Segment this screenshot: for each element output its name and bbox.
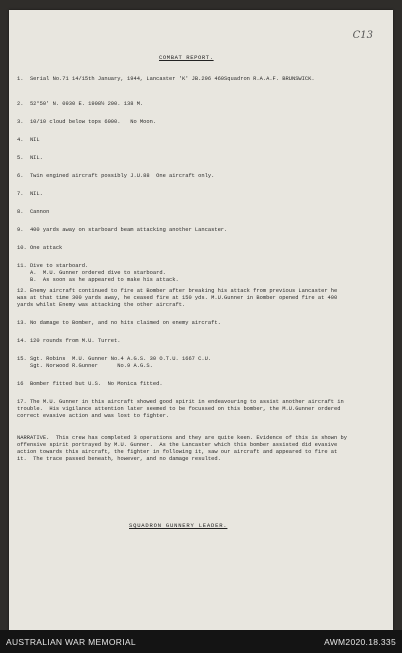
item-9: 9. 400 yards away on starboard beam attacking another Lancaster. <box>17 227 228 233</box>
item-15: 15. Sgt. Robins M.U. Gunner No.4 A.G.S. 30 O.T.U. 1667 C.U. Sgt. Norwood R.Gunner No.9 A.G.S. <box>17 356 212 369</box>
accession-number: AWM2020.18.335 <box>324 637 396 647</box>
item-6: 6. Twin engined aircraft possibly J.U.88 One aircraft only. <box>17 173 215 179</box>
item-1: 1. Serial No.71 14/15th January, 1944, Lancaster 'K' JB.296 460Squadron R.A.A.F. BRUNSWICK. <box>17 76 315 82</box>
item-2: 2. 52°50' N. 0930 E. 1908½ 200. 138 M. <box>17 101 144 107</box>
item-11: 11. Dive to starboard. A. M.U. Gunner ordered dive to starboard. B. As soon as he appeared to make his attack. <box>17 263 179 283</box>
signature-block: SQUADRON GUNNERY LEADER. <box>129 522 228 529</box>
report-title: COMBAT REPORT. <box>159 54 214 61</box>
item-14: 14. 120 rounds from M.U. Turret. <box>17 338 121 344</box>
item-17: 17. The M.U. Gunner in this aircraft showed good spirit in endeavouring to assist another aircraft in trouble. His vigilance attention later seemed to be focussed on this bomber, the M.U.Gunner ordered correct evasive action and was lost to fighter. <box>17 399 347 419</box>
item-16: 16 Bomber fitted but U.S. No Monica fitted. <box>17 381 163 387</box>
document-sheet <box>9 10 393 630</box>
item-8: 8. Cannon <box>17 209 50 215</box>
institution-name: AUSTRALIAN WAR MEMORIAL <box>6 637 136 647</box>
item-7: 7. NIL. <box>17 191 43 197</box>
item-5: 5. NIL. <box>17 155 43 161</box>
item-4: 4. NIL <box>17 137 40 143</box>
item-10: 10. One attack <box>17 245 63 251</box>
item-13: 13. No damage to Bomber, and no hits claimed on enemy aircraft. <box>17 320 221 326</box>
archive-footer <box>0 630 402 653</box>
item-12: 12. Enemy aircraft continued to fire at Bomber after breaking his attack from previous Lancaster he was at that time 300 yards away, he ceased fire at 150 yds. M.U.Gunner in Bomber opened fire at 400 yards whilst Enemy was attacking the other aircraft. <box>17 288 341 308</box>
reference-number: C13 <box>352 30 373 41</box>
item-3: 3. 10/10 cloud below tops 6000. No Moon. <box>17 119 157 125</box>
narrative: NARRATIVE. This crew has completed 3 operations and they are quite keen. Evidence of this is shown by offensive spirit portrayed by M.U. Gunner. As the Lancaster which this bomber assisted did evasive action towards this aircraft, the fighter in following it, saw our aircraft and appeared to fire at it. The trace passed beneath, however, and no damage resulted. <box>17 435 351 462</box>
